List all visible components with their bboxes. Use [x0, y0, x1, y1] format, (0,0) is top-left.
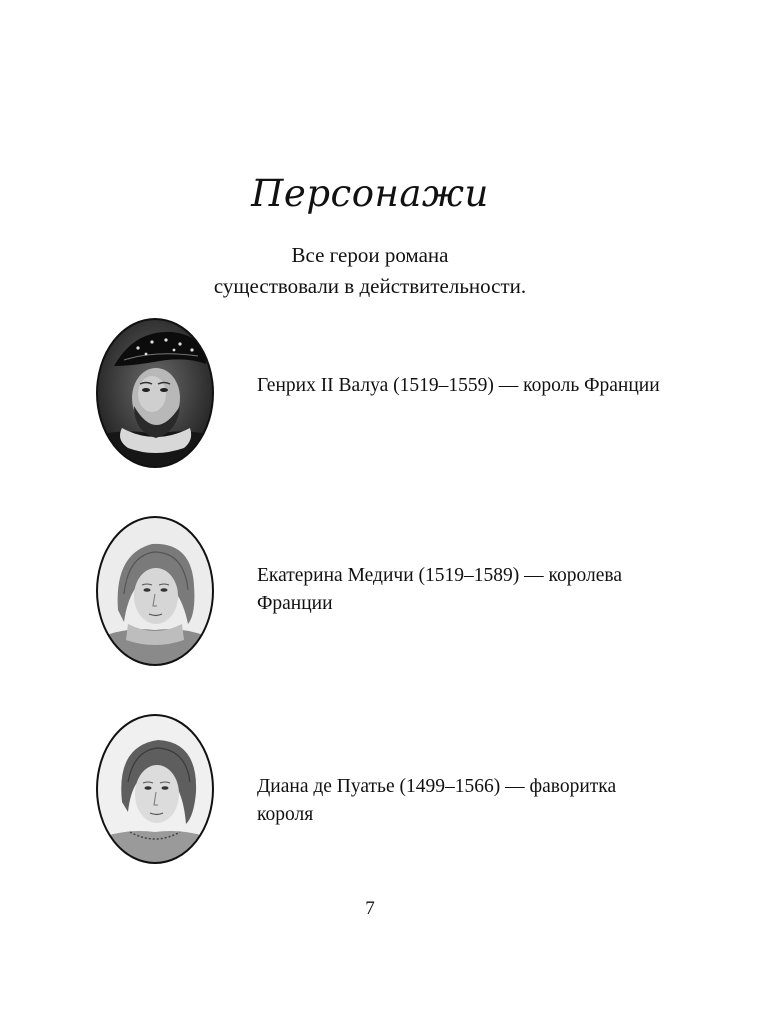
- intro-line: Все герои романа: [291, 243, 449, 267]
- portrait-catherine-icon: [94, 514, 216, 668]
- intro-text: [0, 240, 740, 302]
- character-caption: Генрих II Валуа (1519–1559) — король Франции: [257, 375, 660, 396]
- portrait-diane-icon: [94, 712, 216, 866]
- character-caption: Екатерина Медичи (1519–1589) — королева Франции: [257, 565, 622, 614]
- character-entry: [94, 514, 694, 670]
- character-entry: [94, 316, 694, 472]
- page-number: 7: [365, 898, 375, 919]
- intro-line: существовали в действительности.: [213, 274, 527, 298]
- character-entry: [94, 712, 694, 868]
- page-title: Персонажи: [251, 172, 489, 215]
- portrait-henry-icon: [94, 316, 216, 470]
- character-caption: Диана де Пуатье (1499–1566) — фаворитка короля: [257, 776, 617, 825]
